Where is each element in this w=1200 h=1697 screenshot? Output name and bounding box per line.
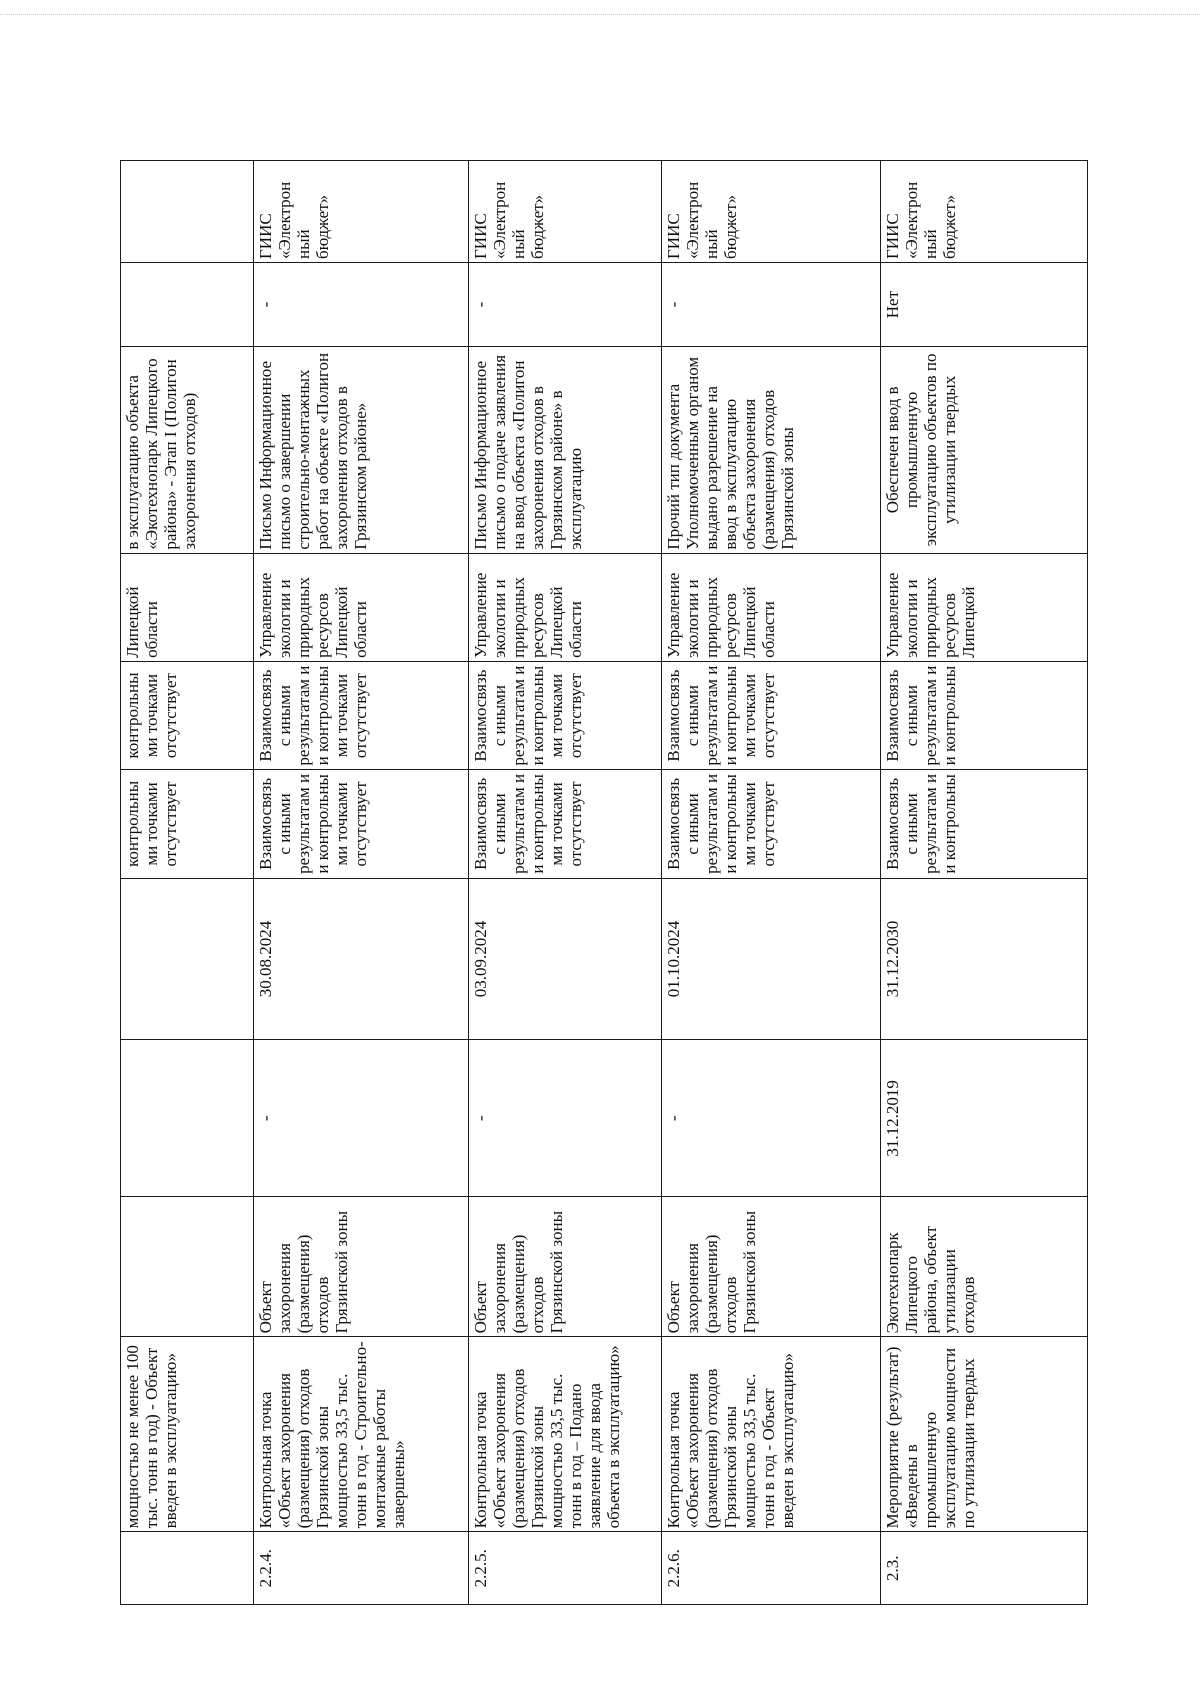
link-next: Взаимосвязь с иными результатам и и контрольны ми точками отсутствует	[254, 661, 469, 769]
end-date: 01.10.2024	[662, 878, 881, 1040]
info-system: ГИИС «Электрон ный бюджет»	[662, 161, 881, 263]
object-name	[121, 1197, 254, 1337]
responsible: Управление экологии и природных ресурсов Липецкой области	[469, 553, 662, 661]
table-row	[254, 161, 469, 1605]
result-name: Мероприятие (результат) «Введены в промышленную эксплуатацию мощности по утилизации твердых	[881, 1337, 1088, 1532]
doc-type: Письмо Информационное письмо о подаче заявления на ввод объекта «Полигон захоронения отходов в Грязинском районе» в эксплуатацию	[469, 347, 662, 553]
result-name: Контрольная точка «Объект захоронения (размещения) отходов Грязинской зоны мощностью 33,5 тыс. тонн в год - Строительно-монтажные работы завершены»	[254, 1337, 469, 1532]
link-next: Взаимосвязь с иными результатам и и контрольны	[881, 661, 1088, 769]
sign	[121, 263, 254, 347]
responsible: Липецкой области	[121, 553, 254, 661]
info-system: ГИИС «Электрон ный бюджет»	[881, 161, 1088, 263]
start-date	[121, 1040, 254, 1197]
start-date: 31.12.2019	[881, 1040, 1088, 1197]
responsible: Управление экологии и природных ресурсов Липецкой области	[254, 553, 469, 661]
row-number: 2.2.5.	[469, 1532, 662, 1605]
row-number: 2.2.6.	[662, 1532, 881, 1605]
link-next: Взаимосвязь с иными результатам и и контрольны ми точками отсутствует	[662, 661, 881, 769]
end-date: 03.09.2024	[469, 878, 662, 1040]
rotated-table-container	[120, 160, 1087, 1605]
object-name: Объект захоронения (размещения) отходов Грязинской зоны	[662, 1197, 881, 1337]
sign: Нет	[881, 263, 1088, 347]
plan-table	[120, 160, 1088, 1605]
info-system	[121, 161, 254, 263]
table-row	[121, 161, 254, 1605]
link-next: Взаимосвязь с иными результатам и и контрольны ми точками отсутствует	[469, 661, 662, 769]
table-row	[469, 161, 662, 1605]
doc-type: Обеспечен ввод в промышленную эксплуатацию объектов по утилизации твердых	[881, 347, 1088, 553]
responsible: Управление экологии и природных ресурсов Липецкой	[881, 553, 1088, 661]
link-prev: Взаимосвязь с иными результатам и и контрольны ми точками отсутствует	[662, 770, 881, 878]
link-prev: Взаимосвязь с иными результатам и и контрольны ми точками отсутствует	[254, 770, 469, 878]
link-next: контрольны ми точками отсутствует	[121, 661, 254, 769]
object-name: Экотехнопарк Липецкого района, объект утилизации отходов	[881, 1197, 1088, 1337]
row-number: 2.3.	[881, 1532, 1088, 1605]
row-number	[121, 1532, 254, 1605]
link-prev: Взаимосвязь с иными результатам и и контрольны ми точками отсутствует	[469, 770, 662, 878]
doc-type: в эксплуатацию объекта «Экотехнопарк Липецкого района» - Этап I (Полигон захоронения отходов)	[121, 347, 254, 553]
end-date: 31.12.2030	[881, 878, 1088, 1040]
object-name: Объект захоронения (размещения) отходов Грязинской зоны	[469, 1197, 662, 1337]
responsible: Управление экологии и природных ресурсов Липецкой области	[662, 553, 881, 661]
doc-type: Письмо Информационное письмо о завершении строительно-монтажных работ на объекте «Полигон захоронения отходов в Грязинском районе»	[254, 347, 469, 553]
start-date: -	[662, 1040, 881, 1197]
end-date	[121, 878, 254, 1040]
start-date: -	[469, 1040, 662, 1197]
link-prev: контрольны ми точками отсутствует	[121, 770, 254, 878]
result-name: Контрольная точка «Объект захоронения (размещения) отходов Грязинской зоны мощностью 33,5 тыс. тонн в год - Объект введен в эксплуатацию»	[662, 1337, 881, 1532]
table-row	[881, 161, 1088, 1605]
row-number: 2.2.4.	[254, 1532, 469, 1605]
sign: -	[469, 263, 662, 347]
end-date: 30.08.2024	[254, 878, 469, 1040]
doc-type: Прочий тип документа Уполномоченным органом выдано разрешение на ввод в эксплуатацию объекта захоронения (размещения) отходов Грязинской зоны	[662, 347, 881, 553]
sign: -	[254, 263, 469, 347]
result-name: Контрольная точка «Объект захоронения (размещения) отходов Грязинской зоны мощностью 33,5 тыс. тонн в год – Подано заявление для ввода объекта в эксплуатацию»	[469, 1337, 662, 1532]
table-row	[662, 161, 881, 1605]
start-date: -	[254, 1040, 469, 1197]
info-system: ГИИС «Электрон ный бюджет»	[469, 161, 662, 263]
scan-top-edge	[0, 0, 1200, 15]
sign: -	[662, 263, 881, 347]
object-name: Объект захоронения (размещения) отходов Грязинской зоны	[254, 1197, 469, 1337]
info-system: ГИИС «Электрон ный бюджет»	[254, 161, 469, 263]
link-prev: Взаимосвязь с иными результатам и и контрольны	[881, 770, 1088, 878]
result-name: мощностью не менее 100 тыс. тонн в год) - Объект введен в эксплуатацию»	[121, 1337, 254, 1532]
